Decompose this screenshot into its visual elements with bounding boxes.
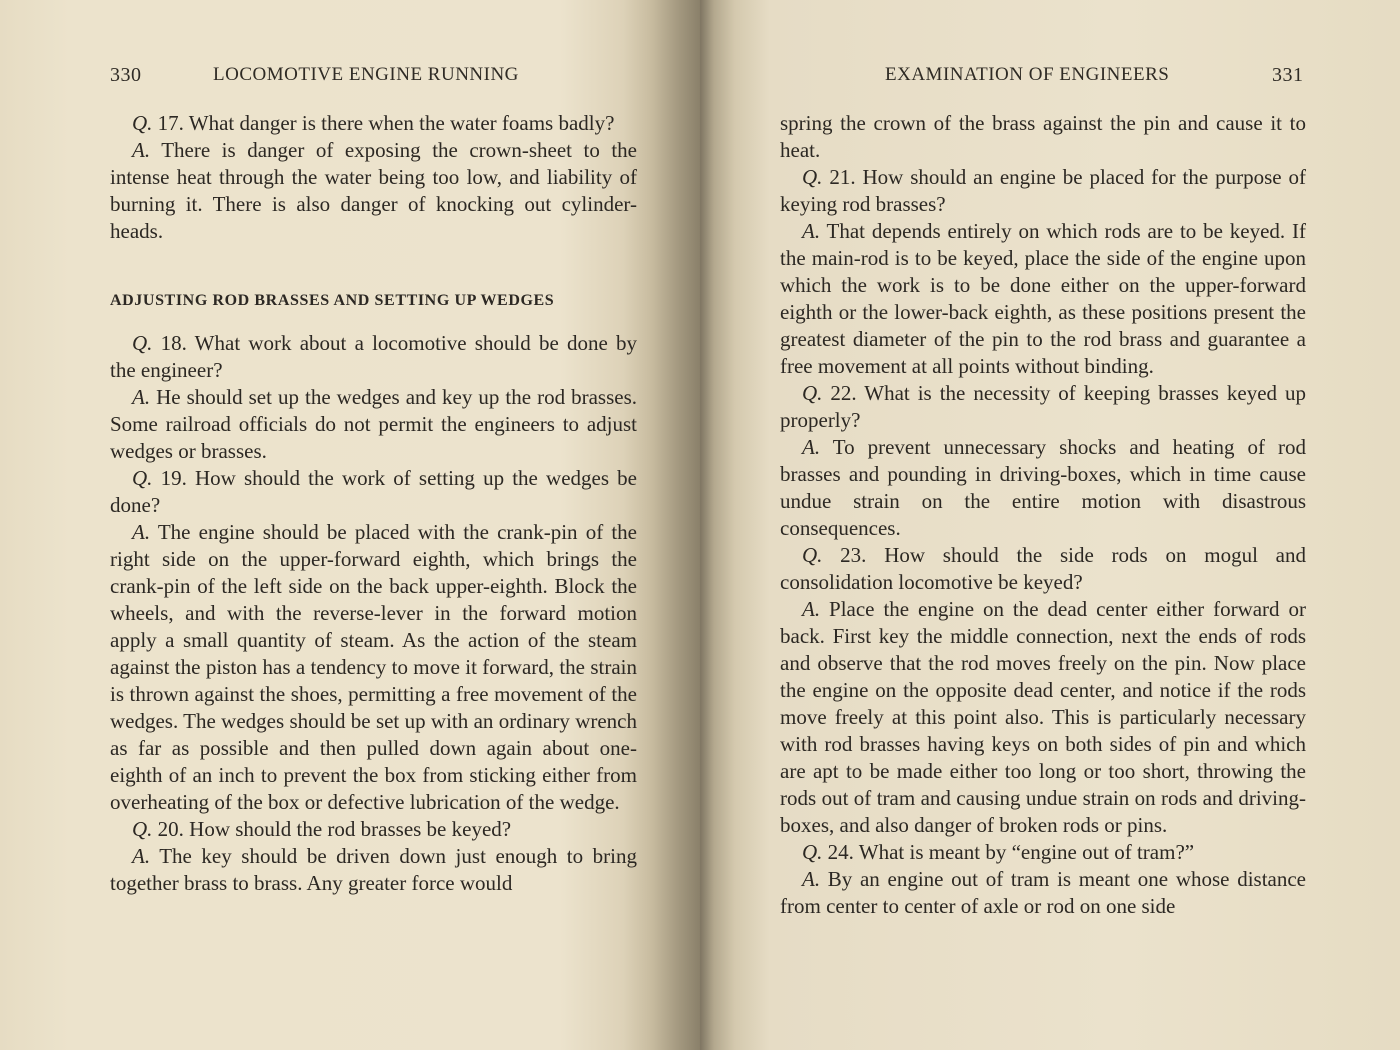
question-23: Q. 23. How should the side rods on mogul and consolidation locomotive be keyed? xyxy=(780,543,1306,594)
answer-23: A. Place the engine on the dead center either forward or back. First key the middle connection, next the ends of rods and observe that the rod moves freely on the pin. Now place the engine on the opposite dead center, and notice if the rods move freely at this point also. This is particularly necessary with rod brasses having keys on both sides of pin and which are apt to be made either too long or too short, throwing the rods out of tram and causing undue strain on rods and driving-boxes, and also danger of broken rods or pins. xyxy=(780,597,1306,837)
right-page xyxy=(700,0,1400,1050)
question-21: Q. 21. How should an engine be placed for the purpose of keying rod brasses? xyxy=(780,165,1306,216)
question-20: Q. 20. How should the rod brasses be keyed? xyxy=(132,817,512,841)
right-text-column xyxy=(780,110,1306,920)
question-22: Q. 22. What is the necessity of keeping brasses keyed up properly? xyxy=(780,381,1306,432)
answer-20-continuation: spring the crown of the brass against the pin and cause it to heat. xyxy=(780,111,1306,162)
page-number-left: 330 xyxy=(110,64,142,86)
section-heading: ADJUSTING ROD BRASSES AND SETTING UP WEDGES xyxy=(110,292,555,309)
question-17: Q. 17. What danger is there when the water foams badly? xyxy=(132,111,615,135)
running-head-right: EXAMINATION OF ENGINEERS xyxy=(885,64,1170,85)
answer-20: A. The key should be driven down just enough to bring together brass to brass. Any greater force would xyxy=(110,844,637,895)
question-18: Q. 18. What work about a locomotive should be done by the engineer? xyxy=(110,331,637,382)
answer-18: A. He should set up the wedges and key up the rod brasses. Some railroad officials do not permit the engineers to adjust wedges or brasses. xyxy=(110,385,637,463)
question-19: Q. 19. How should the work of setting up the wedges be done? xyxy=(110,466,637,517)
question-24: Q. 24. What is meant by “engine out of tram?” xyxy=(802,840,1195,864)
left-text-column xyxy=(110,110,637,897)
running-head-left: LOCOMOTIVE ENGINE RUNNING xyxy=(213,64,519,85)
answer-24: A. By an engine out of tram is meant one whose distance from center to center of axle or rod on one side xyxy=(780,867,1306,918)
answer-19: A. The engine should be placed with the crank-pin of the right side on the upper-forward eighth, which brings the crank-pin of the left side on the back upper-eighth. Block the wheels, and with the reverse-lever in the forward motion apply a small quantity of steam. As the action of the steam against the piston has a tendency to move it forward, the strain is thrown against the shoes, permitting a free movement of the wedges. The wedges should be set up with an ordinary wrench as far as possible and then pulled down again about one-eighth of an inch to prevent the box from sticking either from overheating of the box or defective lubrication of the wedge. xyxy=(110,520,637,814)
page-number-right: 331 xyxy=(1272,64,1304,86)
answer-22: A. To prevent unnecessary shocks and heating of rod brasses and pounding in driving-boxes, which in time cause undue strain on the entire motion with disastrous consequences. xyxy=(780,435,1306,540)
answer-17: A. There is danger of exposing the crown-sheet to the intense heat through the water being too low, and liability of burning it. There is also danger of knocking out cylinder-heads. xyxy=(110,138,637,243)
answer-21: A. That depends entirely on which rods are to be keyed. If the main-rod is to be keyed, place the side of the engine upon which the work is to be done either on the upper-forward eighth or the lower-back eighth, as these positions present the greatest diameter of the pin to the rod brass and guarantee a free movement at all points without binding. xyxy=(780,219,1306,378)
